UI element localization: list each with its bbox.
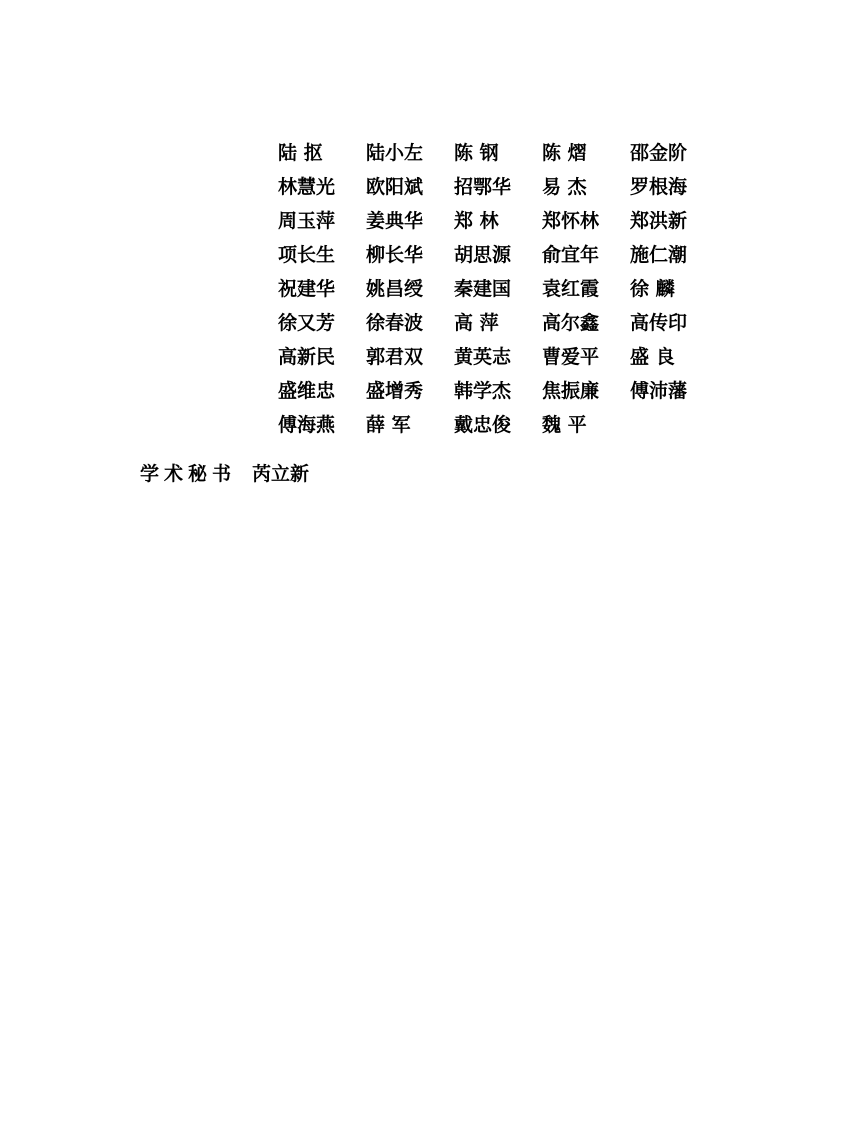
name-row <box>278 238 718 272</box>
name-row <box>278 340 718 374</box>
name-cell: 郑洪新 <box>630 209 688 232</box>
academic-secretary-label: 学术秘书 <box>140 463 237 485</box>
name-cell: 袁红霞 <box>542 277 600 300</box>
name-cell: 曹爱平 <box>542 345 600 368</box>
name-cell: 高尔鑫 <box>542 311 600 334</box>
name-cell: 魏 平 <box>542 413 587 436</box>
name-cell: 傅海燕 <box>278 413 336 436</box>
name-cell: 盛 良 <box>630 345 675 368</box>
name-row <box>278 306 718 340</box>
name-cell: 招鄂华 <box>454 175 512 198</box>
name-cell: 周玉萍 <box>278 209 336 232</box>
name-cell: 柳长华 <box>366 243 424 266</box>
name-cell: 易 杰 <box>542 175 587 198</box>
name-cell: 郑 林 <box>454 209 499 232</box>
name-cell: 徐春波 <box>366 311 424 334</box>
name-cell: 陈 钢 <box>454 141 499 164</box>
name-row <box>278 272 718 306</box>
name-cell: 焦振廉 <box>542 379 600 402</box>
name-cell: 傅沛藩 <box>630 379 688 402</box>
name-cell: 罗根海 <box>630 175 688 198</box>
name-cell: 高传印 <box>630 311 688 334</box>
academic-secretary-name: 芮立新 <box>252 463 310 485</box>
name-cell: 高 萍 <box>454 311 499 334</box>
name-cell: 郭君双 <box>366 345 424 368</box>
name-cell: 俞宜年 <box>542 243 600 266</box>
name-cell: 徐 麟 <box>630 277 675 300</box>
name-roster-grid <box>278 136 718 442</box>
name-cell: 欧阳斌 <box>366 175 424 198</box>
name-cell: 项长生 <box>278 243 336 266</box>
name-cell: 薛 军 <box>366 413 411 436</box>
name-row <box>278 170 718 204</box>
name-cell: 林慧光 <box>278 175 336 198</box>
academic-secretary-line <box>140 459 309 486</box>
name-cell: 黄英志 <box>454 345 512 368</box>
name-cell: 盛增秀 <box>366 379 424 402</box>
name-cell: 施仁潮 <box>630 243 688 266</box>
name-cell: 祝建华 <box>278 277 336 300</box>
name-cell: 高新民 <box>278 345 336 368</box>
name-cell: 韩学杰 <box>454 379 512 402</box>
name-row <box>278 136 718 170</box>
name-cell: 姚昌绶 <box>366 277 424 300</box>
name-cell: 胡思源 <box>454 243 512 266</box>
name-cell: 陆 抠 <box>278 141 323 164</box>
name-row <box>278 408 718 442</box>
name-cell: 陆小左 <box>366 141 424 164</box>
name-row <box>278 374 718 408</box>
name-cell: 郑怀林 <box>542 209 600 232</box>
name-cell: 陈 熠 <box>542 141 587 164</box>
name-cell: 姜典华 <box>366 209 424 232</box>
name-cell: 秦建国 <box>454 277 512 300</box>
name-cell: 盛维忠 <box>278 379 336 402</box>
name-row <box>278 204 718 238</box>
name-cell: 徐又芳 <box>278 311 336 334</box>
name-cell: 戴忠俊 <box>454 413 512 436</box>
name-cell: 邵金阶 <box>630 141 688 164</box>
